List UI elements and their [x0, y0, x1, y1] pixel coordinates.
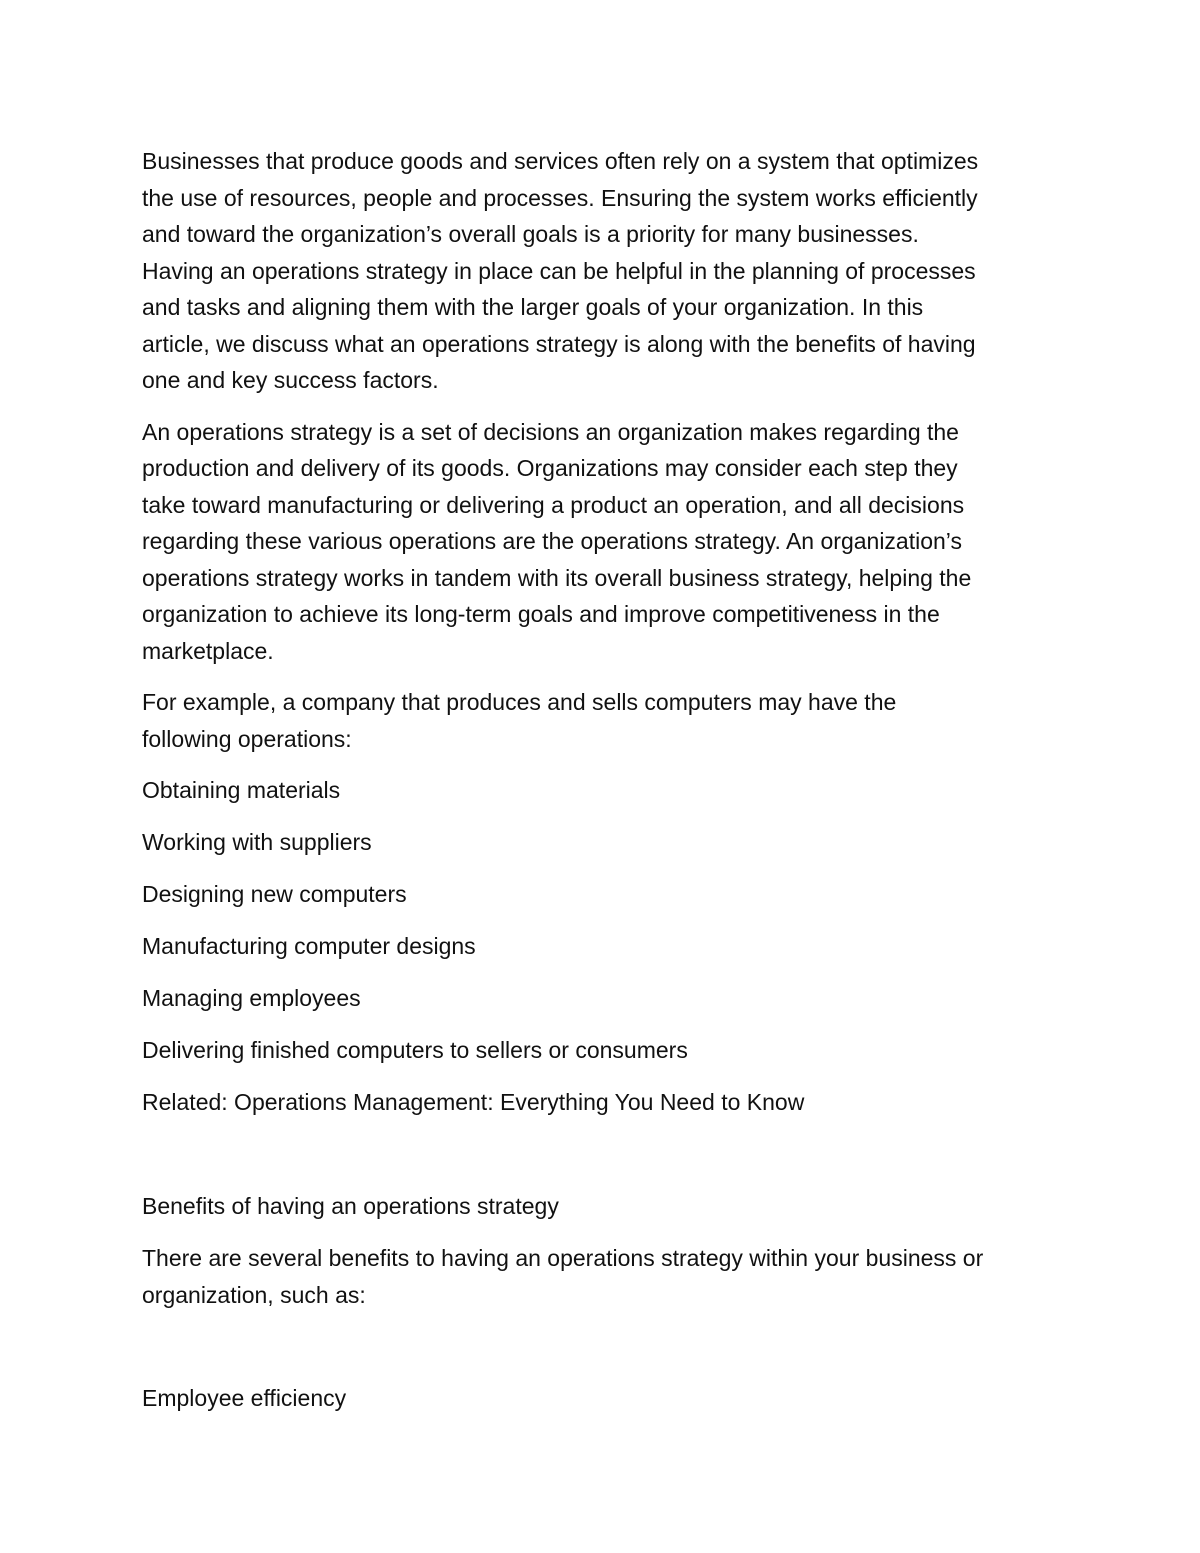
definition-line: An operations strategy is a set of decisions an organization makes regarding the: [142, 418, 959, 445]
related-link-text: Related: Operations Management: Everything You Need to Know: [142, 1089, 805, 1115]
blank-line: [142, 1328, 1072, 1380]
definition-line: organization to achieve its long-term goals and improve competitiveness in the: [142, 601, 940, 627]
definition-paragraph: [142, 414, 1072, 670]
intro-line: one and key success factors.: [142, 367, 439, 393]
benefits-intro-line: organization, such as:: [142, 1281, 366, 1308]
operation-item: Managing employees: [142, 985, 361, 1011]
document-body: [142, 143, 1072, 1432]
intro-line: and toward the organization’s overall goals is a priority for many businesses.: [142, 221, 919, 247]
definition-line: production and delivery of its goods. Organizations may consider each step they: [142, 455, 958, 481]
benefits-intro-paragraph: [142, 1240, 1072, 1313]
definition-line: regarding these various operations are the operations strategy. An organization’s: [142, 528, 962, 554]
operation-item: Designing new computers: [142, 881, 407, 907]
operation-item: Delivering finished computers to sellers or consumers: [142, 1037, 688, 1063]
benefits-intro-line: There are several benefits to having an operations strategy within your business or: [142, 1245, 984, 1271]
definition-line: marketplace.: [142, 637, 274, 664]
operation-item: Manufacturing computer designs: [142, 933, 476, 959]
benefit-item: Employee efficiency: [142, 1385, 347, 1411]
definition-line: take toward manufacturing or delivering a product an operation, and all decisions: [142, 491, 965, 518]
operation-item: Obtaining materials: [142, 777, 341, 803]
intro-line: Having an operations strategy in place can be helpful in the planning of processes: [142, 257, 976, 284]
example-paragraph: [142, 684, 1072, 757]
operation-item: Working with suppliers: [142, 829, 372, 855]
intro-paragraph: [142, 143, 1072, 399]
definition-line: operations strategy works in tandem with its overall business strategy, helping the: [142, 564, 972, 591]
intro-line: the use of resources, people and processes. Ensuring the system works efficiently: [142, 184, 978, 211]
intro-line: Businesses that produce goods and services often rely on a system that optimizes: [142, 148, 979, 174]
benefits-heading: Benefits of having an operations strategy: [142, 1193, 559, 1219]
example-line: For example, a company that produces and sells computers may have the: [142, 689, 897, 715]
example-line: following operations:: [142, 725, 352, 752]
blank-line: [142, 1136, 1072, 1188]
intro-line: and tasks and aligning them with the larger goals of your organization. In this: [142, 294, 924, 320]
intro-line: article, we discuss what an operations strategy is along with the benefits of having: [142, 330, 976, 357]
